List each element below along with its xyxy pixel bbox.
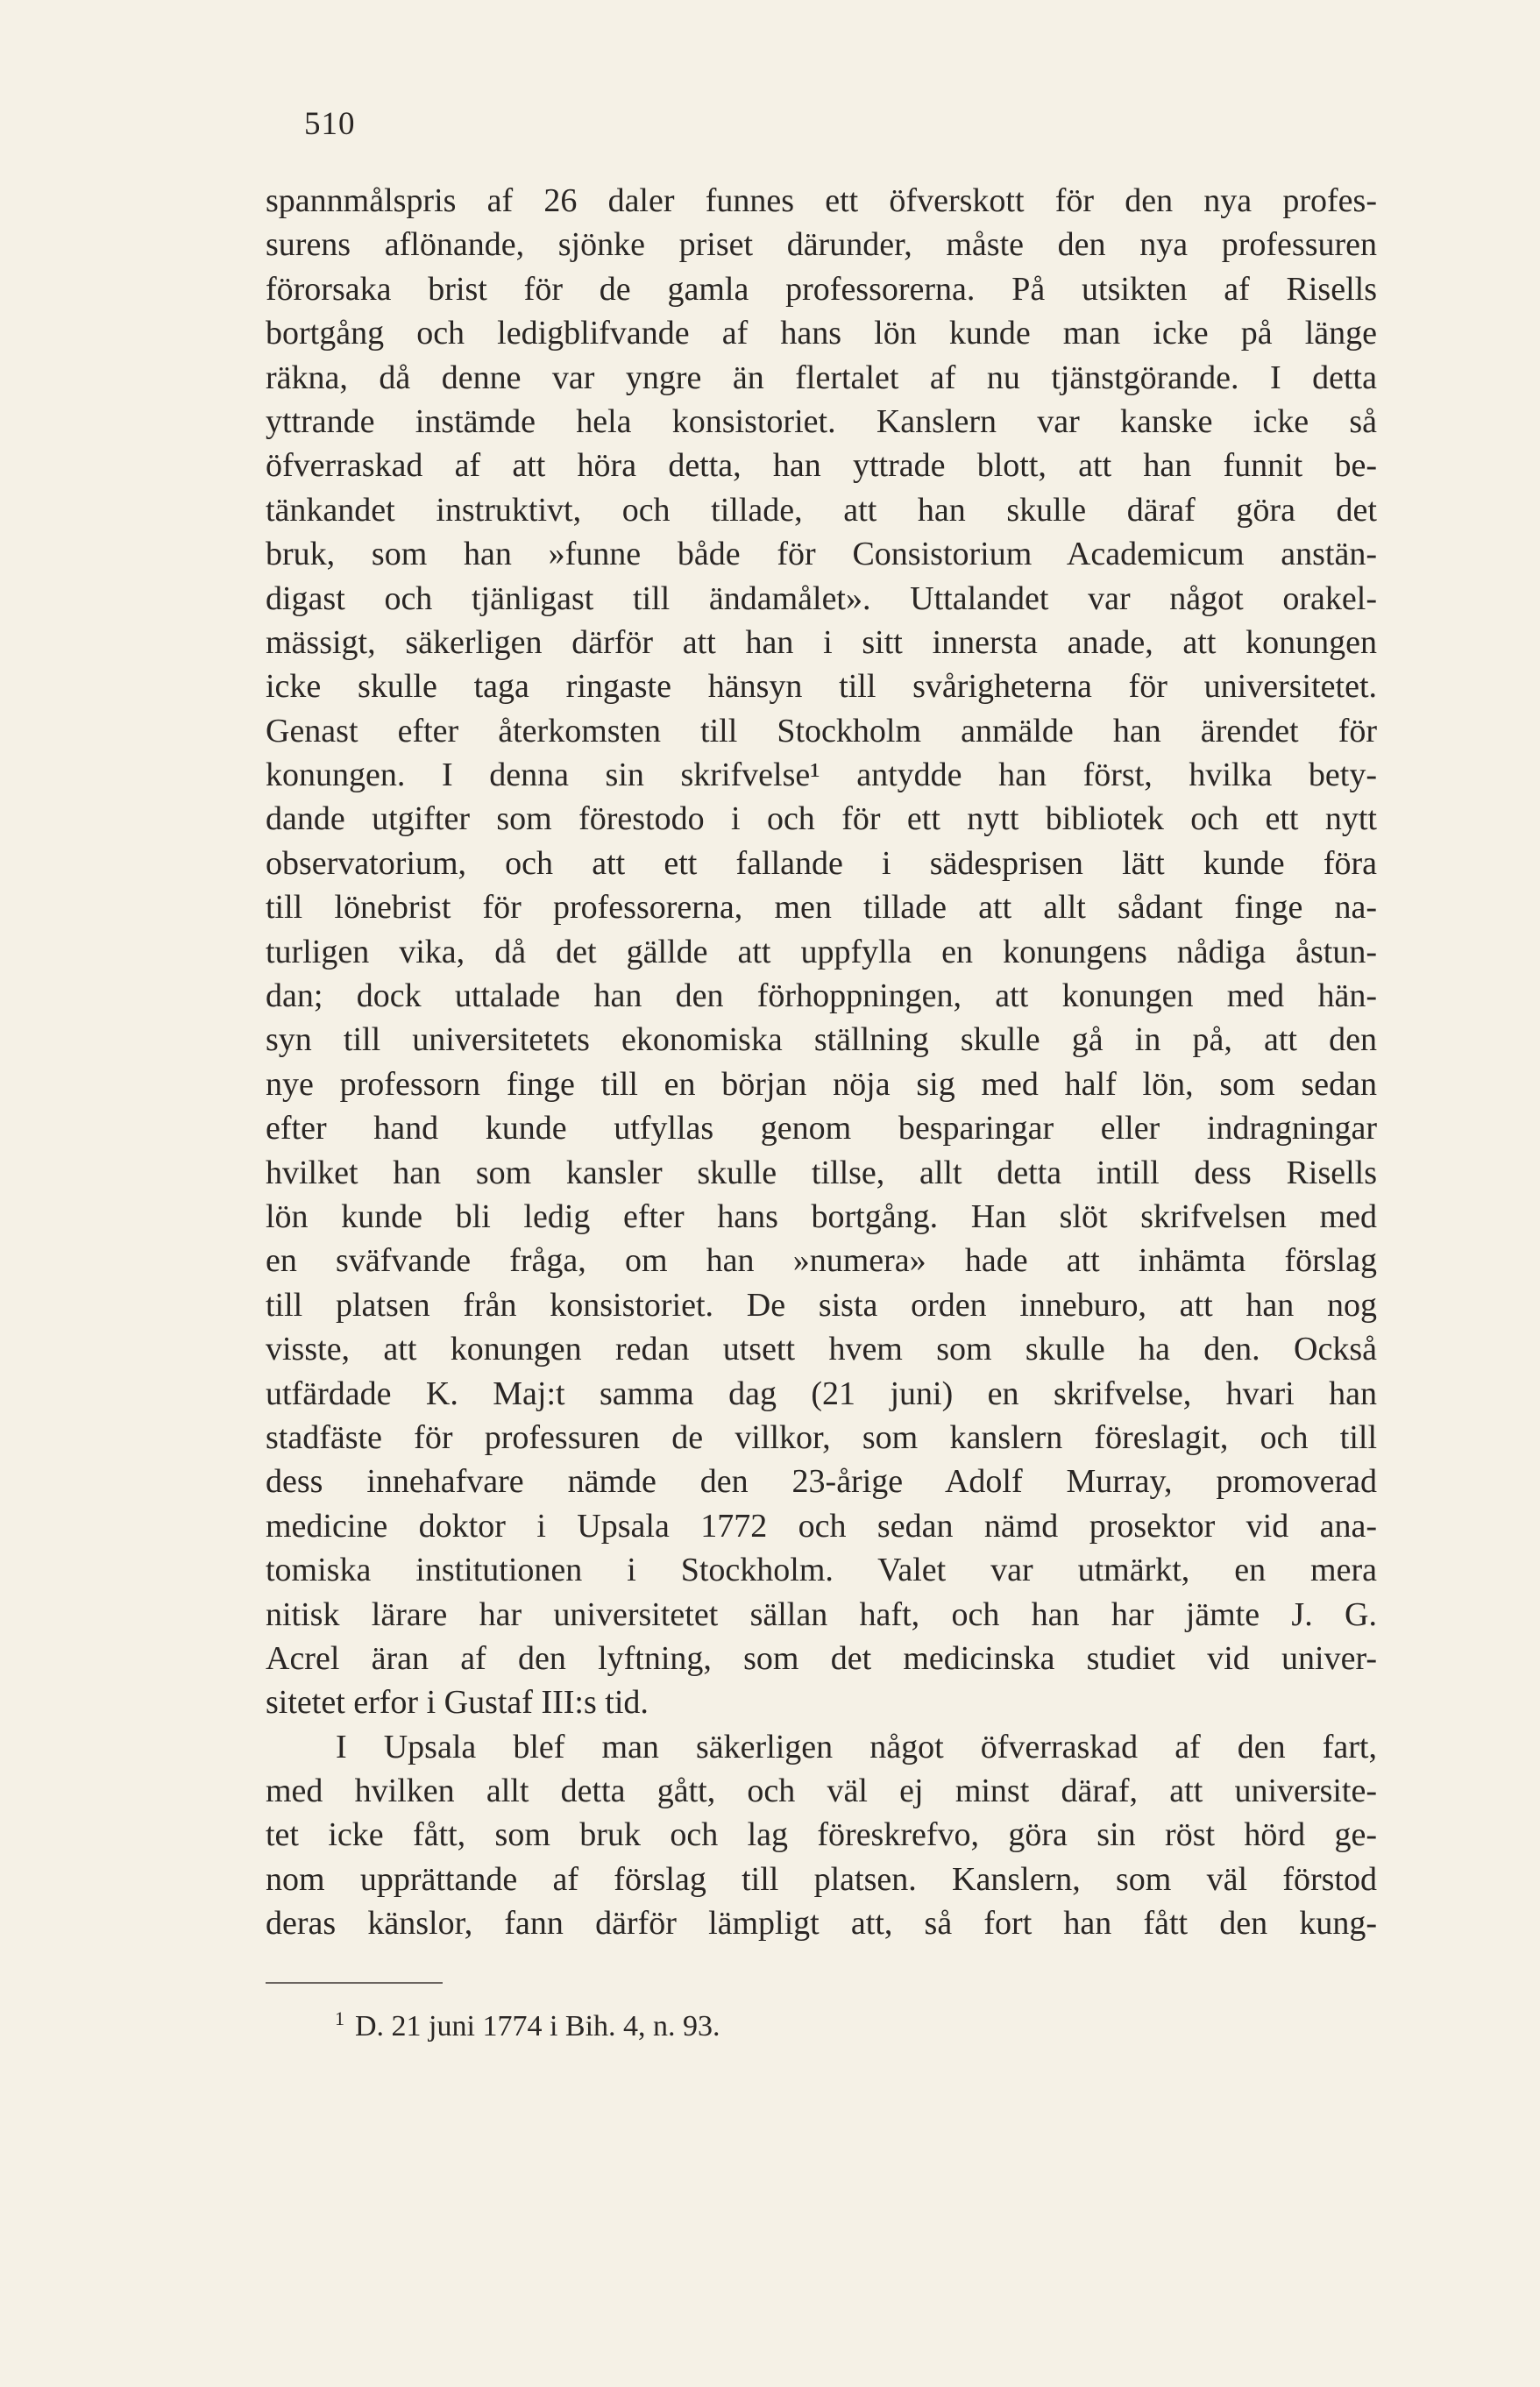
text-line: förorsaka brist för de gamla professorerna. På utsikten af Risells: [266, 270, 1377, 308]
page-number: 510: [304, 106, 356, 142]
body-text: [266, 179, 1377, 1946]
text-line: nye professorn finge till en början nöja sig med half lön, som sedan: [266, 1065, 1377, 1103]
text-line: Acrel äran af den lyftning, som det medicinska studiet vid univer-: [266, 1639, 1377, 1677]
text-line: lön kunde bli ledig efter hans bortgång. Han slöt skrifvelsen med: [266, 1197, 1377, 1235]
text-line: sitetet erfor i Gustaf III:s tid.: [266, 1684, 649, 1722]
text-line: utfärdade K. Maj:t samma dag (21 juni) en skrifvelse, hvari han: [266, 1375, 1377, 1412]
text-line: öfverraskad af att höra detta, han yttrade blott, att han funnit be-: [266, 447, 1377, 485]
footnote-divider: [266, 1982, 443, 1984]
text-line: dess innehafvare nämde den 23-årige Adolf Murray, promoverad: [266, 1463, 1377, 1501]
text-line: yttrande instämde hela konsistoriet. Kanslern var kanske icke så: [266, 402, 1377, 440]
text-line: stadfäste för professuren de villkor, som kanslern föreslagit, och till: [266, 1418, 1377, 1456]
text-line: tomiska institutionen i Stockholm. Valet var utmärkt, en mera: [266, 1552, 1377, 1589]
text-line: visste, att konungen redan utsett hvem som skulle ha den. Också: [266, 1331, 1377, 1368]
text-line: hvilket han som kansler skulle tillse, allt detta intill dess Risells: [266, 1154, 1377, 1191]
text-line: bruk, som han »funne både för Consistorium Academicum anstän-: [266, 536, 1377, 573]
text-line: en sväfvande fråga, om han »numera» hade att inhämta förslag: [266, 1242, 1377, 1280]
text-line: medicine doktor i Upsala 1772 och sedan nämd prosektor vid ana-: [266, 1507, 1377, 1545]
footnote: [335, 2007, 720, 2043]
text-line: Genast efter återkomsten till Stockholm anmälde han ärendet för: [266, 712, 1377, 749]
text-line: digast och tjänligast till ändamålet». Uttalandet var något orakel-: [266, 579, 1377, 617]
text-line: observatorium, och att ett fallande i sädesprisen lätt kunde föra: [266, 844, 1377, 882]
text-line: deras känslor, fann därför lämpligt att, så fort han fått den kung-: [266, 1905, 1377, 1943]
text-line: mässigt, säkerligen därför att han i sitt innersta anade, att konungen: [266, 623, 1377, 661]
text-line: icke skulle taga ringaste hänsyn till svårigheterna för universitetet.: [266, 668, 1377, 706]
text-line: med hvilken allt detta gått, och väl ej minst däraf, att universite-: [266, 1772, 1377, 1810]
text-line: spannmålspris af 26 daler funnes ett öfverskott för den nya profes-: [266, 182, 1377, 219]
text-line: konungen. I denna sin skrifvelse¹ antydde han först, hvilka bety-: [266, 757, 1377, 794]
text-line: till platsen från konsistoriet. De sista orden inneburo, att han nog: [266, 1286, 1377, 1324]
text-line: till lönebrist för professorerna, men tillade att allt sådant finge na-: [266, 889, 1377, 927]
footnote-mark: 1: [335, 2007, 344, 2029]
text-line: dande utgifter som förestodo i och för ett nytt bibliotek och ett nytt: [266, 800, 1377, 838]
text-line: tet icke fått, som bruk och lag föreskrefvo, göra sin röst hörd ge-: [266, 1816, 1377, 1854]
text-line: tänkandet instruktivt, och tillade, att han skulle däraf göra det: [266, 491, 1377, 529]
text-line: bortgång och ledigblifvande af hans lön kunde man icke på länge: [266, 315, 1377, 352]
text-line: räkna, då denne var yngre än flertalet af nu tjänstgörande. I detta: [266, 359, 1377, 396]
text-line: surens aflönande, sjönke priset därunder, måste den nya professuren: [266, 226, 1377, 264]
text-line: efter hand kunde utfyllas genom besparingar eller indragningar: [266, 1110, 1377, 1147]
text-line: syn till universitetets ekonomiska ställning skulle gå in på, att den: [266, 1021, 1377, 1059]
footnote-text: D. 21 juni 1774 i Bih. 4, n. 93.: [355, 2010, 720, 2042]
text-line: nom upprättande af förslag till platsen. Kanslern, som väl förstod: [266, 1860, 1377, 1898]
text-line: nitisk lärare har universitetet sällan haft, och han har jämte J. G.: [266, 1595, 1377, 1633]
text-line: turligen vika, då det gällde att uppfylla en konungens nådiga åstun-: [266, 933, 1377, 970]
text-line: I Upsala blef man säkerligen något öfverraskad af den fart,: [336, 1728, 1377, 1765]
text-line: dan; dock uttalade han den förhoppningen, att konungen med hän-: [266, 977, 1377, 1015]
